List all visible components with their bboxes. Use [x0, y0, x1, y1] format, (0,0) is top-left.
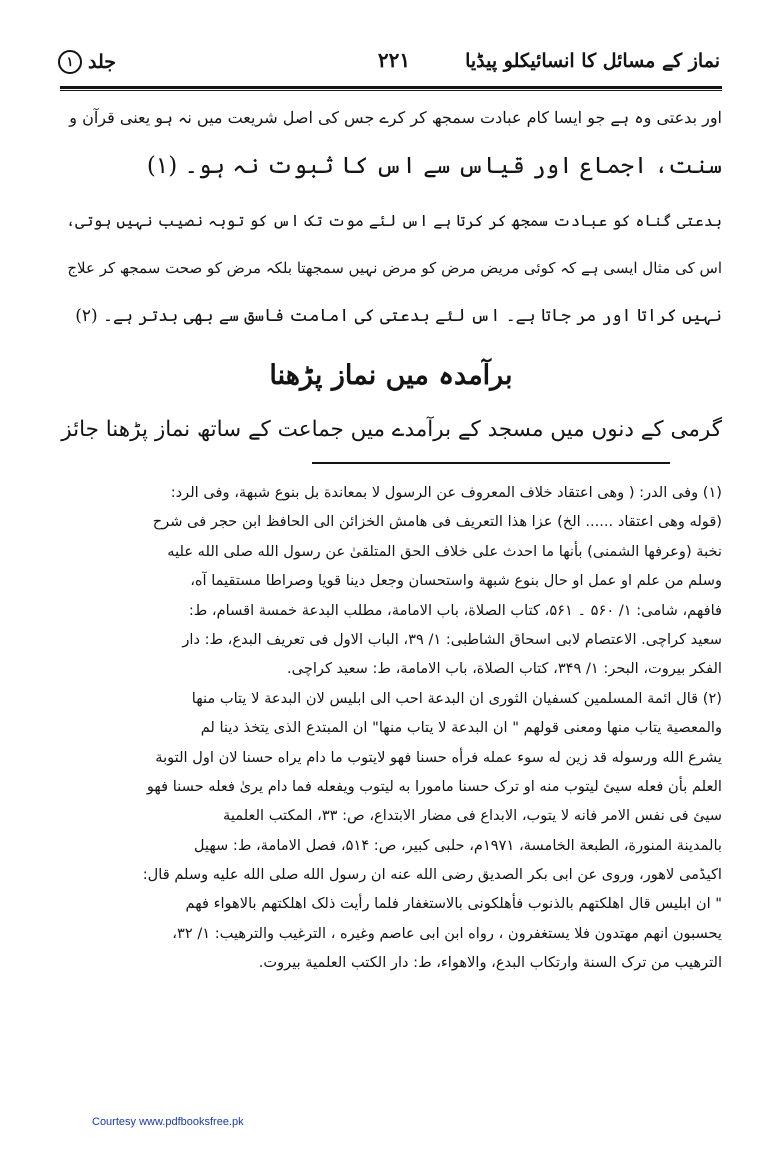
body-line-5: نہیں کراتا اور مر جاتا ہے۔ اس لئے بدعتی کی امامت فاسق سے بھی بدتر ہے۔ (۲)	[75, 306, 722, 326]
footnotes	[60, 478, 722, 978]
footnote-line: اکیڈمی لاهور، وروی عن ابی بکر الصدیق رضی الله عنه ان رسول الله صلی الله علیه وسلم قال:	[142, 866, 722, 884]
footnote-line: " ان ابلیس قال اهلکتهم بالذنوب فأهلکونی بالاستغفار فلما رأیت ذلک اهلکتهم بالاهواء فهم	[185, 895, 722, 913]
footnote-line: سیئ فی نفس الامر فانه لا یتوب، الابداع فی مضار الابتداع، ص: ۳۳، المکتب العلمیة	[223, 807, 722, 825]
header-rule-thin	[60, 90, 722, 91]
body-line-2: سنت، اجماع اور قیاس سے اس کا ثبوت نہ ہو۔ (۱)	[146, 153, 722, 179]
volume-indicator	[58, 50, 116, 74]
volume-number: ١	[58, 50, 82, 74]
body-line-4: اس کی مثال ایسی ہے کہ کوئی مریض مرض کو مرض نہیں سمجھتا بلکہ مرض کو صحت سمجھ کر علاج	[67, 259, 722, 277]
footnote-line: العلم بأن فعله سیئ لیتوب منه او ترک حسنا مامورا به لیتوب ویفعله فما دام یریٰ فعله حسنا فهو	[146, 777, 722, 795]
body-line-1: اور بدعتی وہ ہے جو ایسا کام عبادت سمجھ کر کرے جس کی اصل شریعت میں نہ ہو یعنی قرآن و	[69, 108, 722, 127]
footnote-separator	[312, 462, 670, 464]
footnote-line: یحسبون انهم مهتدون فلا یستغفرون ، رواه ابن ابی عاصم وغیره ، الترغیب والترهیب: ۱/ ۳۲،	[172, 924, 722, 942]
body-line-3: بدعتی گناہ کو عبادت سمجھ کر کرتا ہے اس لئے موت تک اس کو توبہ نصیب نہیں ہوتی،	[66, 212, 722, 230]
courtesy-link[interactable]: Courtesy www.pdfbooksfree.pk	[92, 1116, 244, 1128]
footnote-line: (۱) وفی الدر: ( وھی اعتقاد خلاف المعروف عن الرسول لا بمعاندة بل بنوع شبهة، وفی الرد:	[170, 484, 722, 501]
header-rule	[60, 86, 722, 89]
book-title: نماز کے مسائل کا انسائیکلو پیڈیا	[465, 50, 720, 72]
footnote-line: بالمدینة المنورة، الطبعة الخامسة، ۱۹۷۱م، حلبی کبیر، ص: ۵۱۴، فصل الامامة، ط: سهیل	[193, 836, 722, 854]
page-number: ۲۲۱	[377, 48, 411, 72]
footnote-line: والمعصیة یتاب منها ومعنی قولهم " ان البدعة لا یتاب منها" ان المبتدع الذی یتخذ دینا لم	[200, 719, 722, 737]
footnote-line: نخبة (وعرفها الشمنی) بأنها ما احدث علی خلاف الحق المتلقیٰ عن رسول الله صلی الله علیه	[167, 542, 722, 560]
footnote-line: الفکر بیروت، البحر: ۱/ ۳۴۹، کتاب الصلاة، باب الامامة، ط: سعید کراچی.	[287, 660, 722, 678]
volume-label: جلد	[88, 51, 117, 73]
footnote-line: فافهم، شامی: ۱/ ۵۶۰ ۔ ۵۶۱، کتاب الصلاة، باب الامامة، مطلب البدعة خمسة اقسام، ط:	[188, 601, 722, 619]
footnote-line: وسلم من علم او عمل او حال بنوع شبهة واستحسان وجعل دینا قویا وصراطا مستقیما آه،	[190, 572, 722, 590]
footnote-line: الترهیب من ترک السنة وارتکاب البدع، والاهواء، ط: دار الکتب العلمیة بیروت.	[258, 954, 722, 972]
section-heading: برآمدہ میں نماز پڑھنا	[269, 360, 513, 391]
footnote-line: (۲) قال ائمة المسلمین کسفیان الثوری ان البدعة احب الی ابلیس لان البدعة لا یتاب منها	[191, 689, 722, 707]
page-header	[58, 46, 720, 86]
footnote-line: سعید کراچی. الاعتصام لابی اسحاق الشاطبی: ۱/ ۳۹، الباب الاول فی تعریف البدع، ط: دار	[182, 630, 722, 648]
footnote-line: یشرع الله ورسوله قد زین له سوء عمله فرأه حسنا فهو لایتوب ما دام یراه حسنا لان اول التوبة	[155, 748, 722, 766]
section-line: گرمی کے دنوں میں مسجد کے برآمدے میں جماعت کے ساتھ نماز پڑھنا جائز	[61, 417, 722, 442]
footnote-line: (قوله وھی اعتقاد ...... الخ) عزا ھذا التعریف فی ھامش الخزائن الی الحافظ ابن حجر فی شرح	[152, 513, 722, 531]
